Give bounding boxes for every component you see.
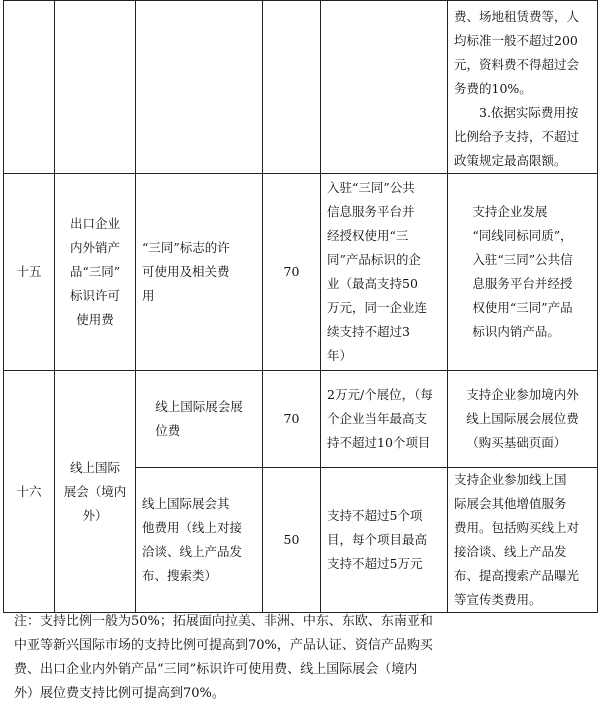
row-number: 十六 (4, 371, 55, 613)
standard-line: 同”产品标识的企 (327, 252, 421, 267)
desc-cell (448, 174, 598, 371)
item-line: 线上国际展会展 (155, 399, 243, 414)
desc-cell (448, 371, 598, 468)
desc-line: 线上国际展会展位费 (466, 411, 579, 426)
desc-line: 际展会其他增值服务 (454, 496, 567, 511)
desc-line: 均标准一般不超过200 (454, 33, 578, 48)
standard-line: 信息服务平台并 (327, 204, 415, 219)
desc-line: “同线同标同质”， (472, 228, 573, 243)
desc-line: 元，资料费不得超过会 (454, 57, 580, 72)
desc-line: 接洽谈、线上产品发 (454, 544, 567, 559)
category-line: 内外销产 (69, 240, 120, 255)
standard-line: 万元，同一企业连 (327, 300, 428, 315)
desc-line: 费、场地租赁费等，人 (454, 9, 580, 24)
item-cell (136, 174, 263, 371)
item-cell (136, 468, 263, 613)
desc-line: 比例给予支持，不超过 (454, 129, 580, 144)
standard-cell (321, 174, 448, 371)
item-line: 洽谈、线上产品发 (142, 544, 243, 559)
standard-line: 支持不超过5万元 (327, 556, 423, 571)
standard-line: 支持不超过5个项 (327, 508, 423, 523)
standard-cell (321, 371, 448, 468)
desc-line: 等宣传类费用。 (454, 592, 542, 607)
standard-line: 持不超过10个项目 (327, 435, 431, 450)
cell-desc-continued (448, 1, 598, 174)
desc-line: 布、提高搜索产品曝光 (454, 568, 580, 583)
standard-line: 入驻“三同”公共 (327, 180, 415, 195)
desc-line: 费用。包括购买线上对 (454, 520, 580, 535)
desc-line: 3.依据实际费用按 (454, 105, 579, 120)
category-line: 线上国际 (69, 459, 120, 475)
desc-line: （购买基础页面） (466, 435, 567, 450)
ratio-cell: 50 (263, 468, 321, 613)
category-line: 外） (82, 507, 108, 523)
cell-standard-empty (321, 1, 448, 174)
category-line: 品“三同” (69, 264, 121, 279)
desc-line: 支持企业参加境内外 (466, 387, 579, 402)
cell-item-empty (136, 1, 263, 174)
item-line: 布、搜索类） (142, 568, 218, 583)
desc-cell (448, 468, 598, 613)
table-row-16a (4, 371, 598, 468)
item-line: 线上国际展会其 (142, 496, 230, 511)
item-cell (136, 371, 263, 468)
table-row-15 (4, 174, 598, 371)
category-cell (55, 174, 136, 371)
desc-line: 入驻“三同”公共信 (472, 252, 573, 267)
row-number: 十五 (4, 174, 55, 371)
footnote (14, 610, 588, 706)
standard-line: 续支持不超过3 (327, 324, 410, 339)
footnote-line: 外）展位费支持比例可提高到70%。 (14, 686, 225, 701)
footnote-line: 费、出口企业内外销产品“三同”标识许可使用费、线上国际展会（境内 (14, 662, 418, 677)
standard-line: 目，每个项目最高 (327, 532, 428, 547)
desc-line: 支持企业参加线上国 (454, 472, 567, 487)
item-line: 位费 (155, 423, 181, 438)
category-line: 展会（境内 (63, 483, 127, 499)
footnote-line: 注：支持比例一般为50%；拓展面向拉美、非洲、中东、东欧、东南亚和 (14, 614, 433, 629)
standard-line: 业（最高支持50 (327, 276, 418, 291)
desc-line: 权使用“三同”产品 (472, 300, 573, 315)
standard-line: 2万元/个展位，（每 (327, 387, 433, 402)
category-cell (55, 371, 136, 613)
desc-line: 务费的10%。 (454, 81, 532, 96)
cell-num-empty (4, 1, 55, 174)
item-line: 可使用及相关费 (142, 264, 230, 279)
standard-line: 年） (327, 348, 353, 363)
item-line: 用 (142, 288, 155, 303)
item-line: 他费用（线上对接 (142, 520, 243, 535)
table-row-continued (4, 1, 598, 174)
category-line: 使用费 (76, 312, 114, 327)
standard-cell (321, 468, 448, 613)
ratio-cell: 70 (263, 371, 321, 468)
category-line: 出口企业 (69, 216, 120, 231)
desc-line: 政策规定最高限额。 (454, 153, 567, 168)
cell-ratio-empty (263, 1, 321, 174)
desc-line: 息服务平台并经授 (472, 276, 573, 291)
category-line: 标识许可 (69, 288, 120, 303)
cell-category-empty (55, 1, 136, 174)
footnote-line: 中亚等新兴国际市场的支持比例可提高到70%，产品认证、资信产品购买 (14, 638, 433, 653)
item-line: “三同”标志的许 (142, 240, 230, 255)
ratio-cell: 70 (263, 174, 321, 371)
desc-line: 支持企业发展 (472, 204, 548, 219)
desc-line: 标识内销产品。 (472, 324, 560, 339)
subsidy-table (3, 0, 598, 613)
standard-line: 个企业当年最高支 (327, 411, 428, 426)
standard-line: 经授权使用“三 (327, 228, 409, 243)
